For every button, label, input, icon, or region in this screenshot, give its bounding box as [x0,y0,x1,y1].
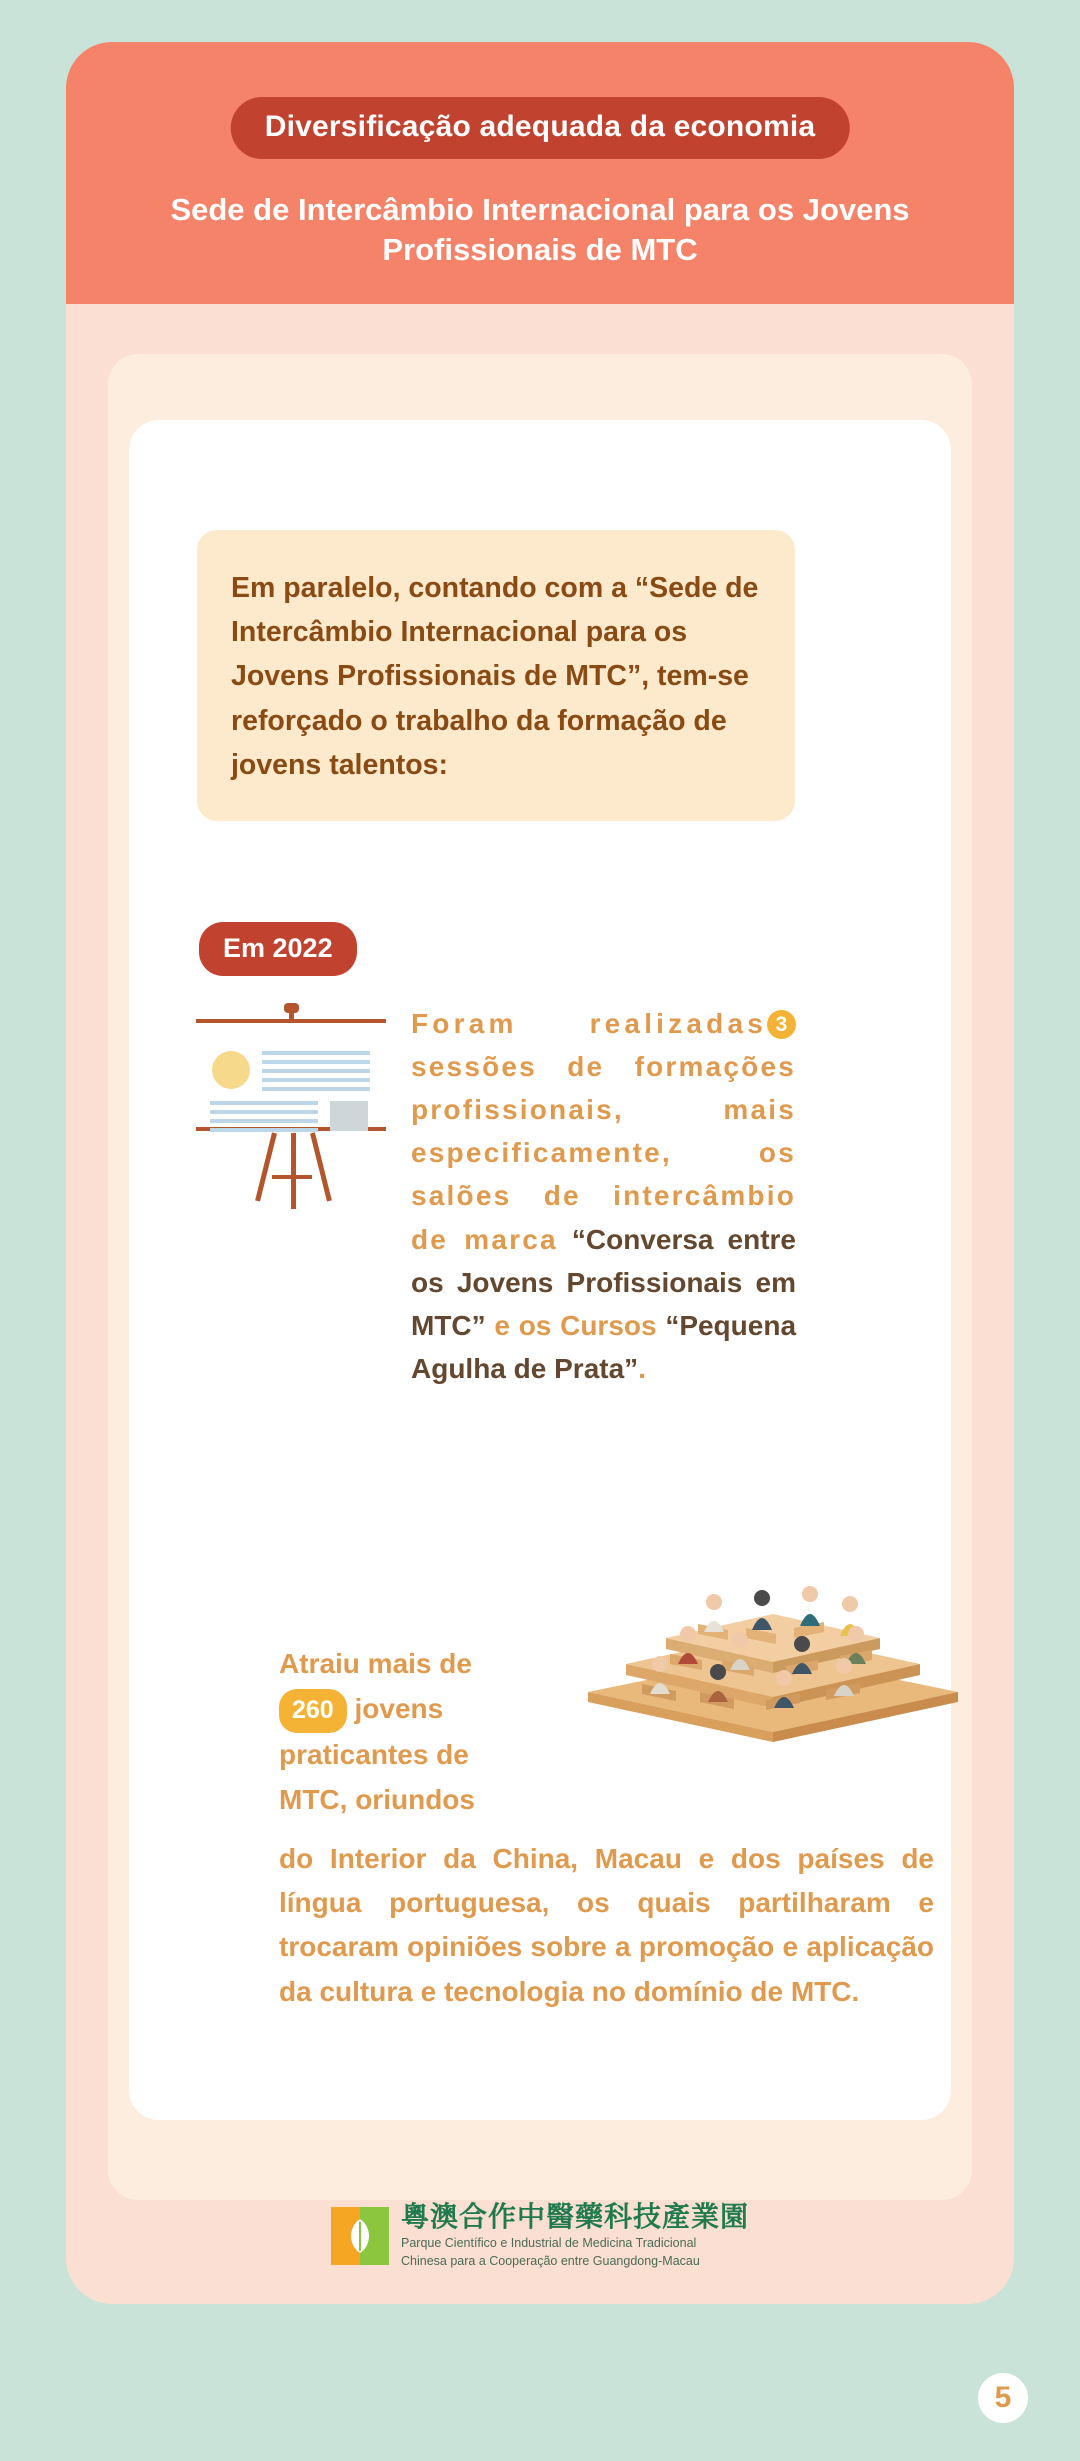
sessions-text-a: Foram realizadas [411,1008,767,1039]
year-badge: Em 2022 [199,922,357,976]
logo-text-portuguese-line1: Parque Científico e Industrial de Medicina Tradicional [400,2235,697,2250]
page-header [66,42,1014,304]
presentation-board-icon [196,1007,386,1212]
sessions-text-d: . [638,1352,646,1384]
intro-callout [197,530,795,821]
page-number-badge: 5 [978,2373,1028,2423]
logo-text-chinese: 粵澳合作中醫藥科技產業園 [400,2201,750,2232]
header-category-pill: Diversificação adequada da economia [231,97,850,159]
training-sessions-paragraph [411,1002,796,1390]
page-title: Sede de Intercâmbio Internacional para os Jovens Profissionais de MTC [170,192,910,267]
participants-paragraph-body: do Interior da China, Macau e dos países de língua portuguesa, os quais partilharam e trocaram opiniões sobre a promoção e aplicação da cultura e tecnologia no domínio de MTC. [279,1843,934,2007]
sessions-quote-1: “Conversa entre os Jovens Profissionais em MTC” [411,1223,796,1341]
sessions-text-b: sessões de formações profissionais, mais especificamente, os salões de intercâmbio de marca [411,1051,796,1255]
participants-text-b: jovens praticantes de MTC, oriundos [279,1692,475,1815]
participants-paragraph-lead [279,1642,519,1822]
sessions-count-badge: 3 [767,1010,796,1039]
park-logo-icon [331,2207,389,2265]
logo-text-portuguese-line2: Chinesa para a Cooperação entre Guangdong-Macau [400,2254,700,2269]
footer-logo [331,2202,749,2270]
intro-text: Em paralelo, contando com a “Sede de Intercâmbio Internacional para os Jovens Profissionais de MTC”, tem-se reforçado o trabalho da formação de jovens talentos: [231,572,759,781]
audience-seating-illustration [578,1542,968,1742]
participants-text-a: Atraiu mais de [279,1648,472,1679]
footer-logo-text [401,2202,749,2270]
sessions-text-c: e os Cursos [494,1309,657,1341]
participants-count-badge: 260 [279,1689,347,1733]
sessions-quote-2: “Pequena Agulha de Prata” [411,1309,797,1384]
content-card [66,42,1014,2304]
